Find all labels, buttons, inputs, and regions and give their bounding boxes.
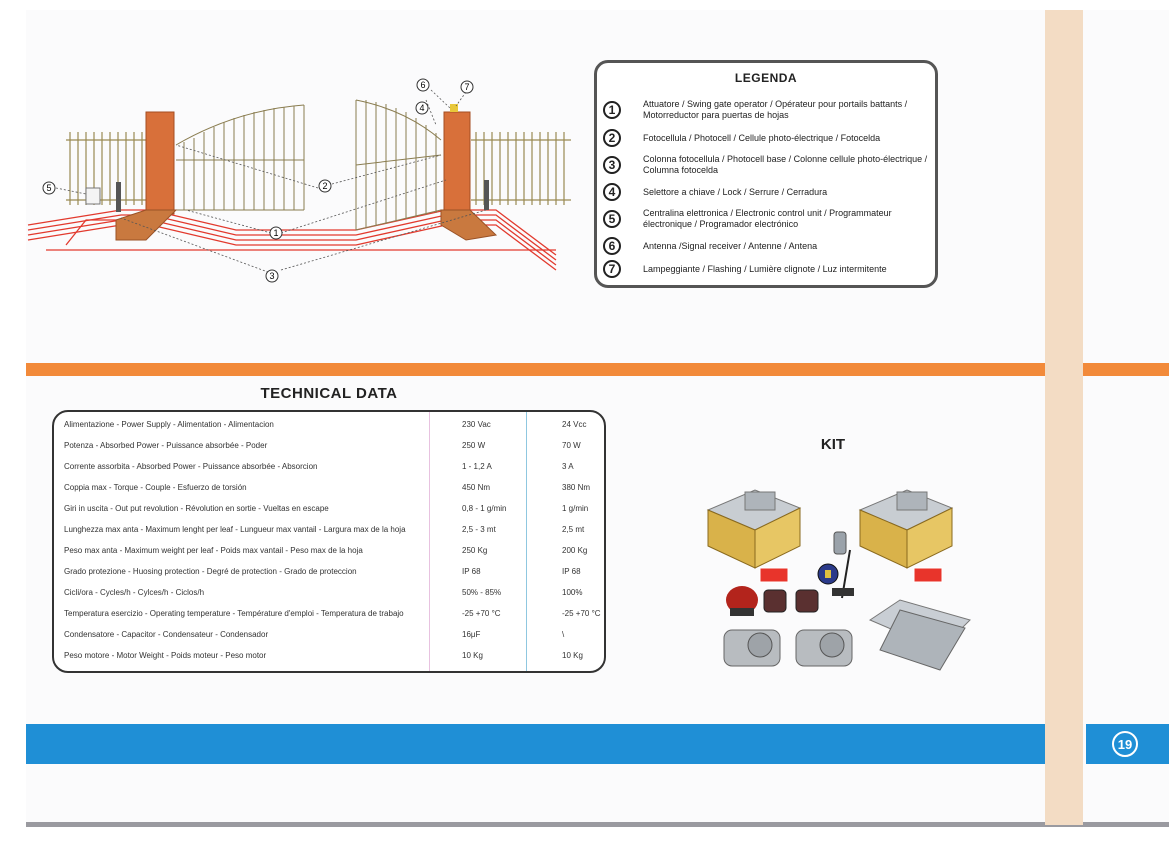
value-24v: 1 g/min xyxy=(562,504,589,513)
right-gate-leaf xyxy=(356,100,441,230)
key-selector xyxy=(818,564,838,584)
callout-3-label: 3 xyxy=(269,271,275,281)
legend-number: 3 xyxy=(603,156,621,174)
table-row xyxy=(54,435,604,455)
legend-item xyxy=(603,256,935,282)
legend-text: Attuatore / Swing gate operator / Opérateur pour portails battants / Motorreductor para puertas de hojas xyxy=(643,99,908,120)
legend-item xyxy=(603,179,935,205)
legend-item xyxy=(603,152,935,178)
row-label: Temperatura esercizio - Operating temperature - Température d'emploi - Temperatura de trabajo xyxy=(64,609,404,618)
callout-7-label: 7 xyxy=(464,82,470,92)
value-230v: 2,5 - 3 mt xyxy=(462,525,496,534)
value-24v: \ xyxy=(562,630,565,639)
legend-text: Lampeggiante / Flashing / Lumière clignote / Luz intermitente xyxy=(643,263,887,274)
callout-3 xyxy=(266,270,278,282)
table-row xyxy=(54,603,604,623)
technical-data-title: TECHNICAL DATA xyxy=(260,385,398,402)
gearmotor-right xyxy=(796,630,852,666)
legend-item xyxy=(603,125,935,151)
value-230v: 50% - 85% xyxy=(462,588,502,597)
value-230v: -25 +70 °C xyxy=(462,609,501,618)
callout-2-label: 2 xyxy=(322,181,328,191)
value-230v: 16μF xyxy=(462,630,481,639)
value-24v: 3 A xyxy=(562,462,574,471)
photocells xyxy=(764,590,818,612)
legend-item xyxy=(603,206,935,232)
remote-control xyxy=(834,532,846,554)
technical-data-table xyxy=(52,410,606,673)
table-row xyxy=(54,582,604,602)
callout-6 xyxy=(417,79,429,91)
row-label: Alimentazione - Power Supply - Alimentation - Alimentacion xyxy=(64,420,274,429)
row-label: Condensatore - Capacitor - Condensateur - Condensador xyxy=(64,630,269,639)
row-label: Giri in uscita - Out put revolution - Révolution en sortie - Vueltas en escape xyxy=(64,504,329,513)
value-24v: 70 W xyxy=(562,441,581,450)
row-label: Potenza - Absorbed Power - Puissance absorbée - Poder xyxy=(64,441,268,450)
row-label: Cicli/ora - Cycles/h - Cylces/h - Ciclos/h xyxy=(64,588,205,597)
flashing-lamp xyxy=(726,586,758,616)
page-number-badge: 19 xyxy=(1112,731,1138,757)
gearmotor-left xyxy=(724,630,780,666)
legend-number: 1 xyxy=(603,101,621,119)
legend-number: 5 xyxy=(603,210,621,228)
legend-text: Fotocellula / Photocell / Cellule photo-électrique / Fotocelda xyxy=(643,132,881,143)
kit-product-photo xyxy=(700,480,975,690)
callout-7 xyxy=(461,81,473,93)
control-unit xyxy=(870,600,970,670)
legend-text: Colonna fotocellula / Photocell base / Colonne cellule photo-électrique / Columna fotocelda xyxy=(643,154,928,175)
left-fence xyxy=(66,132,146,205)
callout-badges xyxy=(43,79,473,282)
value-24v: 100% xyxy=(562,588,583,597)
value-230v: 230 Vac xyxy=(462,420,491,429)
legend-number: 7 xyxy=(603,260,621,278)
value-230v: 250 Kg xyxy=(462,546,488,555)
legend-text: Antenna /Signal receiver / Antenne / Antena xyxy=(643,240,818,251)
callout-4-label: 4 xyxy=(419,103,425,113)
callout-6-label: 6 xyxy=(420,80,426,90)
value-230v: IP 68 xyxy=(462,567,481,576)
row-label: Lunghezza max anta - Maximum lenght per leaf - Lungueur max vantail - Largura max de la hoja xyxy=(64,525,406,534)
blue-footer-band xyxy=(26,724,1046,764)
legend-title: LEGENDA xyxy=(734,71,798,85)
left-gate-leaf xyxy=(176,105,304,210)
callout-5-label: 5 xyxy=(46,183,52,193)
value-230v: 250 W xyxy=(462,441,486,450)
control-unit-box xyxy=(86,188,100,204)
value-230v: 0,8 - 1 g/min xyxy=(462,504,507,513)
orange-divider-band xyxy=(26,363,1169,376)
table-row xyxy=(54,456,604,476)
value-24v: 2,5 mt xyxy=(562,525,585,534)
table-row xyxy=(54,414,604,434)
callout-1-label: 1 xyxy=(273,228,279,238)
value-230v: 10 Kg xyxy=(462,651,483,660)
brick-pillars xyxy=(146,112,470,214)
value-24v: IP 68 xyxy=(562,567,581,576)
value-24v: 380 Nm xyxy=(562,483,591,492)
foundation-box-left xyxy=(708,490,800,568)
table-row xyxy=(54,477,604,497)
callout-5 xyxy=(43,182,55,194)
kit-title: KIT xyxy=(820,436,846,453)
legend-item xyxy=(603,97,935,123)
table-row xyxy=(54,519,604,539)
legend-text: Selettore a chiave / Lock / Serrure / Cerradura xyxy=(643,186,828,197)
legend-number: 4 xyxy=(603,183,621,201)
row-label: Grado protezione - Huosing protection - Degré de protection - Grado de proteccion xyxy=(64,567,357,576)
gate-installation-diagram xyxy=(26,70,571,285)
callout-1 xyxy=(270,227,282,239)
value-230v: 1 - 1,2 A xyxy=(462,462,492,471)
warning-labels xyxy=(760,568,942,582)
table-row xyxy=(54,498,604,518)
legend-text: Centralina elettronica / Electronic control unit / Programmateur électronique / Programador electrónico xyxy=(643,208,892,229)
value-24v: -25 +70 °C xyxy=(562,609,601,618)
page-bottom-edge xyxy=(26,822,1169,827)
legend-number: 6 xyxy=(603,237,621,255)
row-label: Peso max anta - Maximum weight per leaf - Poids max vantail - Peso max de la hoja xyxy=(64,546,363,555)
legend-panel xyxy=(594,60,938,288)
value-230v: 450 Nm xyxy=(462,483,491,492)
row-label: Coppia max - Torque - Couple - Esfuerzo de torsión xyxy=(64,483,247,492)
value-24v: 10 Kg xyxy=(562,651,583,660)
table-row xyxy=(54,561,604,581)
page-fold-strip xyxy=(1045,10,1083,825)
value-24v: 24 Vcc xyxy=(562,420,587,429)
table-row xyxy=(54,645,604,665)
row-label: Peso motore - Motor Weight - Poids moteur - Peso motor xyxy=(64,651,267,660)
value-24v: 200 Kg xyxy=(562,546,588,555)
table-row xyxy=(54,624,604,644)
table-row xyxy=(54,540,604,560)
callout-2 xyxy=(319,180,331,192)
row-label: Corrente assorbita - Absorbed Power - Puissance absorbée - Absorcion xyxy=(64,462,318,471)
foundation-box-right xyxy=(860,490,952,568)
callout-4 xyxy=(416,102,428,114)
legend-number: 2 xyxy=(603,129,621,147)
